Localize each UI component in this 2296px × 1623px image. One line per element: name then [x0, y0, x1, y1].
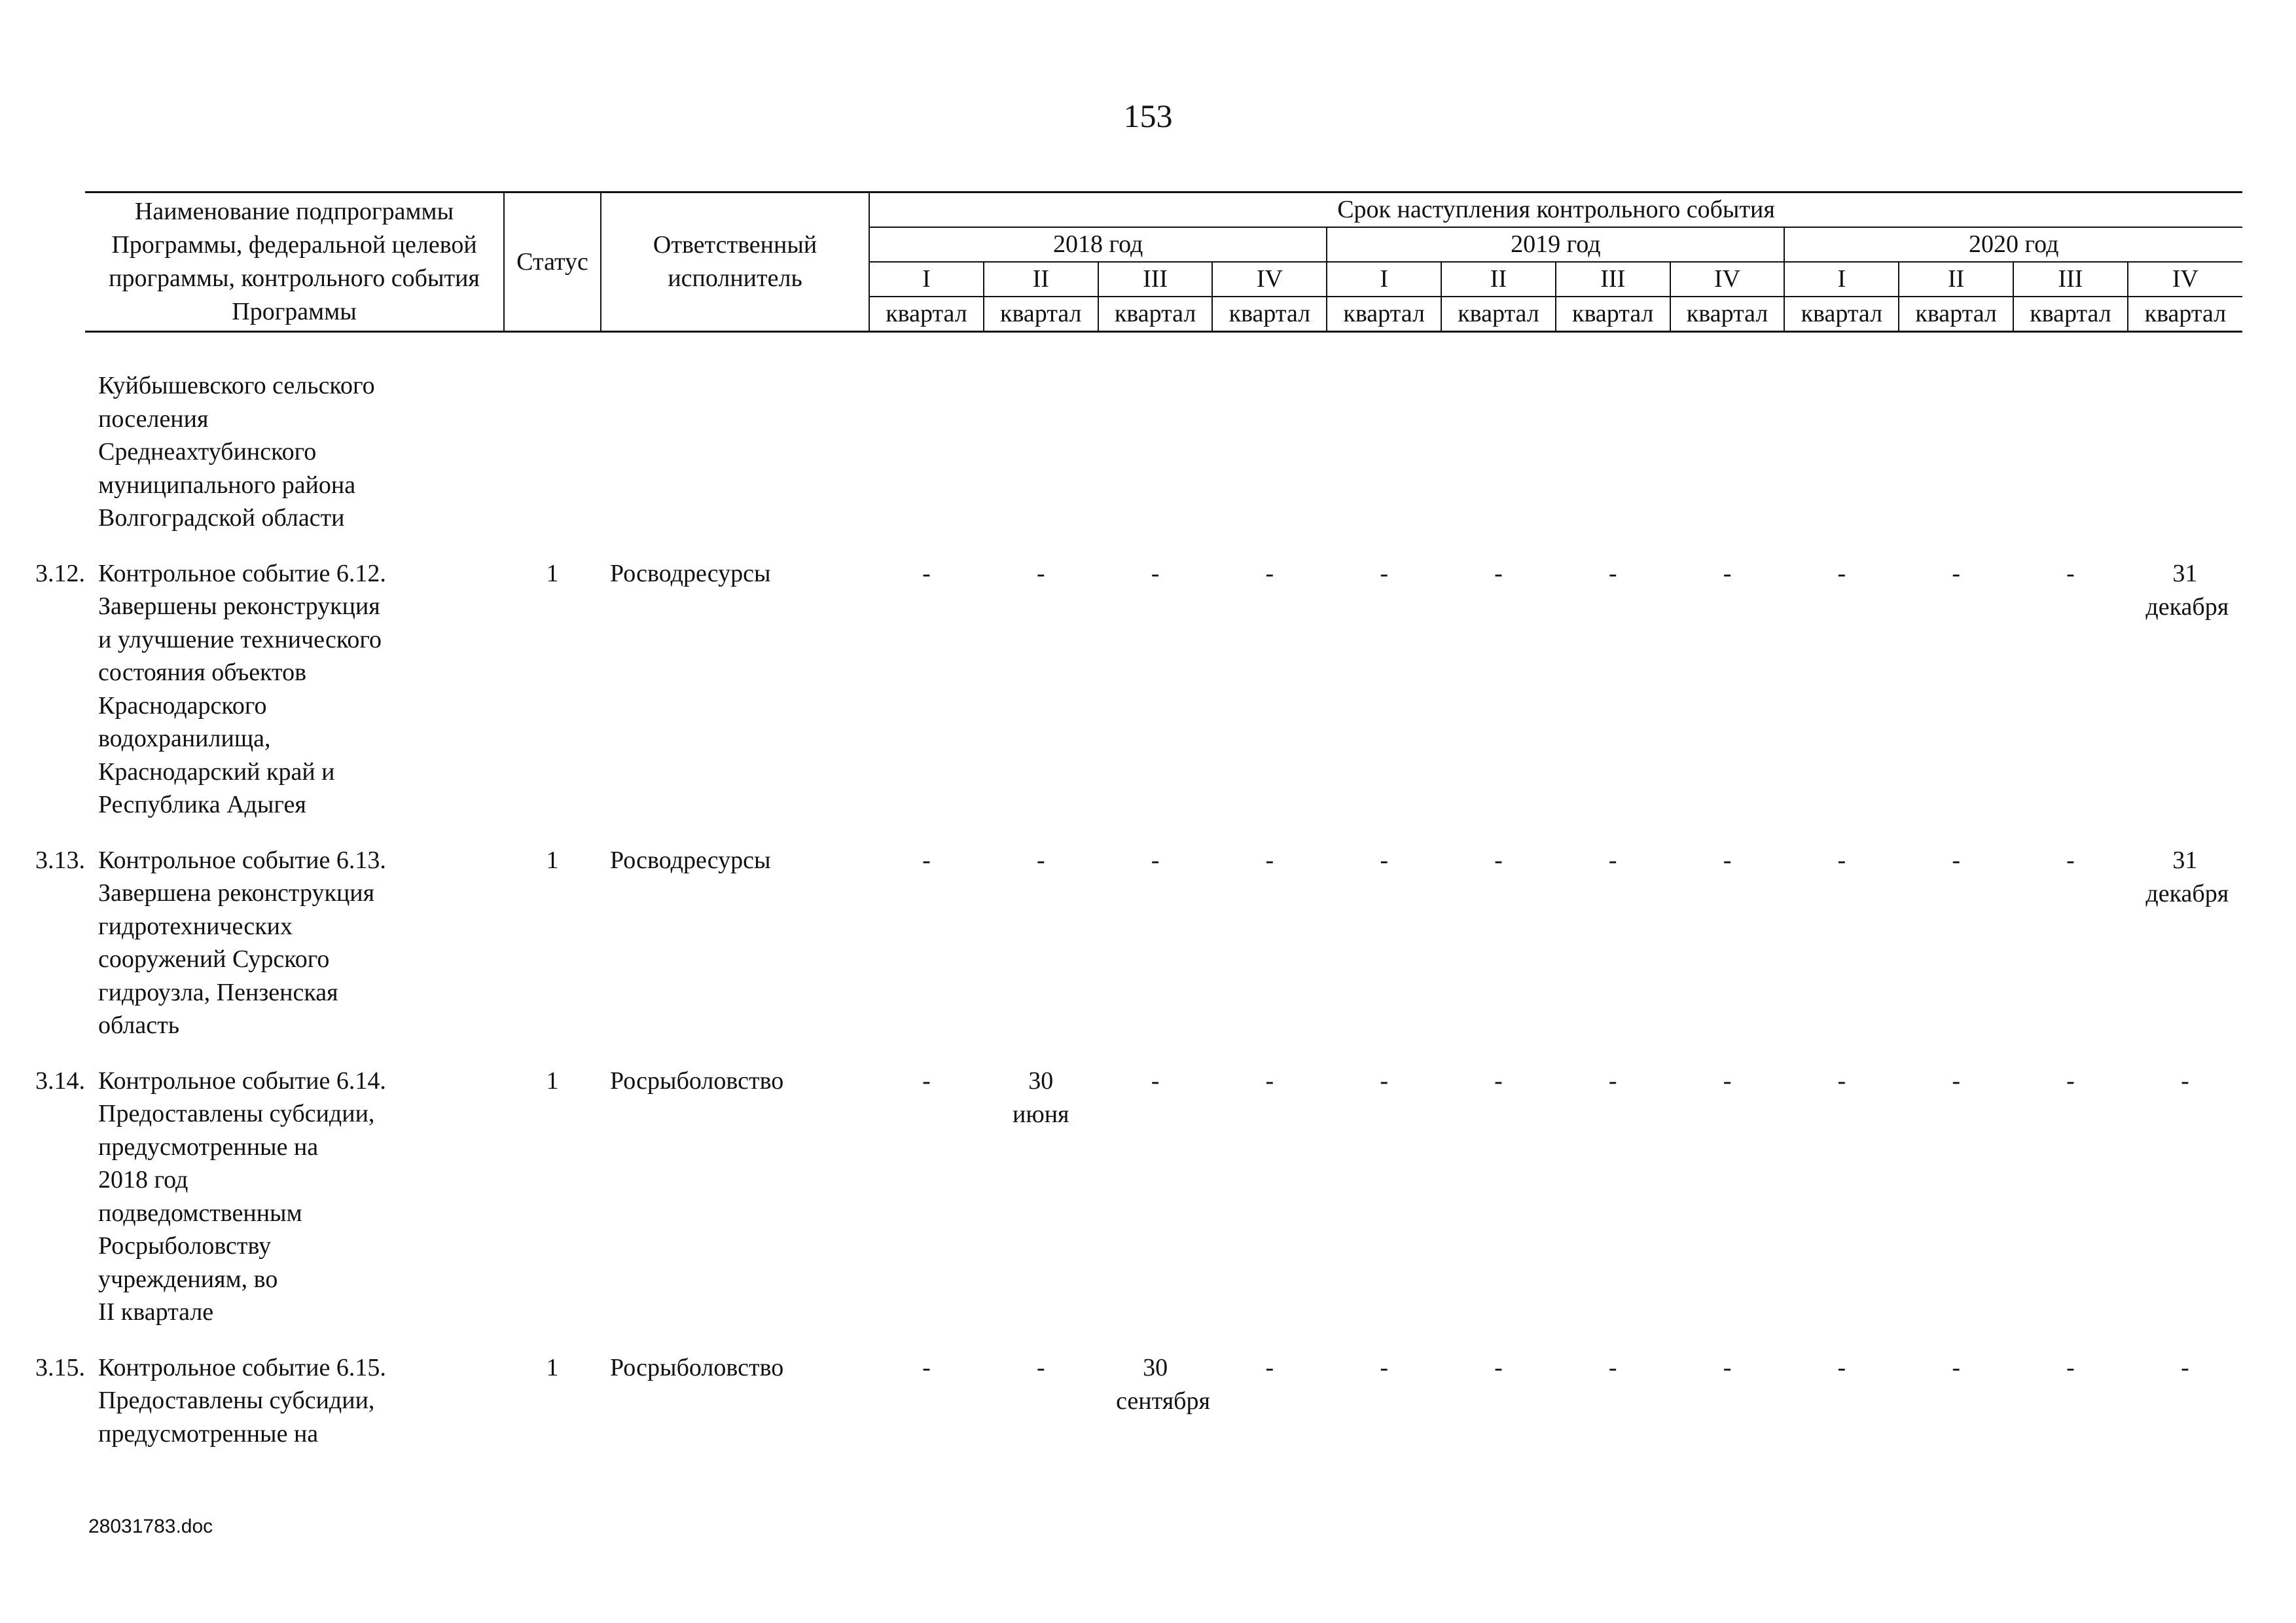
event-name-line: Завершена реконструкция: [98, 879, 375, 907]
event-name-line: Предоставлены субсидии,: [98, 1387, 375, 1414]
quarter-cell: -: [1837, 559, 1846, 587]
row-number: 3.15.: [35, 1353, 85, 1381]
quarter-cell: [1098, 1351, 1213, 1473]
event-name-line: Предоставлены субсидии,: [98, 1100, 375, 1127]
event-name-line: поселения: [98, 405, 209, 433]
event-name-line: предусмотренные на: [98, 1133, 319, 1161]
quarter-cell: -: [1380, 846, 1388, 874]
quarter-cell: -: [1608, 846, 1617, 874]
event-name-line: муниципального района: [98, 471, 356, 499]
status-cell: 1: [546, 559, 559, 587]
quarter-label-3: квартал: [1212, 297, 1327, 332]
quarter-cell: -: [2181, 1353, 2189, 1381]
quarter-cell: -: [2066, 559, 2075, 587]
event-name-line: и улучшение технического: [98, 625, 382, 653]
quarter-cell: -: [1494, 1353, 1503, 1381]
header-year-2020: 2020 год: [1784, 227, 2242, 262]
quarter-cell: -: [1036, 1353, 1045, 1381]
event-name-line: учреждениям, во: [98, 1265, 278, 1293]
executor-cell: Росрыболовство: [610, 1067, 784, 1095]
event-name-cell: [35, 844, 504, 1065]
event-name-line: Завершены реконструкция: [98, 593, 380, 620]
quarter-number-1: II: [984, 262, 1098, 297]
header-year-2019: 2019 год: [1327, 227, 1784, 262]
executor-cell: Росводресурсы: [610, 846, 771, 874]
quarter-cell: -: [2066, 1353, 2075, 1381]
table-row: [85, 369, 2242, 557]
event-name-line: сооружений Сурского: [98, 945, 330, 973]
quarter-cell: -: [1723, 559, 1732, 587]
quarter-cell: [2128, 844, 2242, 1065]
quarter-label-11: квартал: [2128, 297, 2242, 332]
table-row: [85, 557, 2242, 844]
quarter-cell: [1441, 369, 1556, 557]
quarter-number-9: II: [1899, 262, 2013, 297]
page-number: 153: [1123, 98, 1173, 134]
quarter-cell: [984, 1065, 1098, 1351]
deadline-text: 30 июня: [1012, 1067, 1069, 1128]
event-name-cell: [35, 1065, 504, 1351]
quarter-cell: -: [1265, 1067, 1274, 1095]
quarter-cell: -: [1151, 559, 1160, 587]
quarter-number-11: IV: [2128, 262, 2242, 297]
deadline-text: 30 сентября: [1116, 1353, 1210, 1415]
deadline-text: 31 декабря: [2145, 846, 2229, 907]
quarter-cell: -: [1608, 559, 1617, 587]
header-name-column: Наименование подпрограммы Программы, федеральной целевой программы, контрольного события Программы: [85, 192, 504, 332]
event-name-line: область: [98, 1012, 180, 1039]
quarter-cell: -: [2066, 846, 2075, 874]
event-name-line: Краснодарского: [98, 691, 267, 720]
row-number: [13, 369, 98, 535]
table-row: [85, 844, 2242, 1065]
quarter-cell: -: [1952, 846, 1960, 874]
quarter-cell: -: [922, 846, 931, 874]
quarter-cell: -: [1952, 1067, 1960, 1095]
quarter-cell: [1784, 369, 1899, 557]
quarter-label-0: квартал: [869, 297, 984, 332]
row-number: 3.13.: [35, 846, 85, 874]
quarter-cell: -: [1036, 559, 1045, 587]
quarter-cell: -: [1723, 1067, 1732, 1095]
executor-cell: Росводресурсы: [610, 559, 771, 587]
quarter-cell: -: [2066, 1067, 2075, 1095]
quarter-cell: -: [922, 1353, 931, 1381]
quarter-cell: -: [1952, 1353, 1960, 1381]
quarter-cell: [1899, 369, 2013, 557]
event-name-line: Краснодарский край и: [98, 757, 335, 786]
status-cell: 1: [546, 1067, 559, 1095]
executor-cell: Росрыболовство: [610, 1353, 784, 1381]
quarter-cell: [1670, 369, 1785, 557]
quarter-label-1: квартал: [984, 297, 1098, 332]
table-row: [85, 1351, 2242, 1473]
quarter-number-4: I: [1327, 262, 1441, 297]
event-name-line: водохранилища,: [98, 725, 271, 752]
quarter-cell: -: [1723, 1353, 1732, 1381]
event-name-line: Волгоградской области: [98, 504, 345, 532]
quarter-number-6: III: [1556, 262, 1670, 297]
event-name-line: подведомственным: [98, 1199, 302, 1227]
footer-doc-id: 28031783.doc: [88, 1516, 213, 1537]
quarter-cell: [2128, 557, 2242, 844]
header-status-column: Статус: [504, 192, 601, 332]
quarter-cell: [1327, 369, 1441, 557]
quarter-cell: -: [1837, 1353, 1846, 1381]
quarter-cell: -: [1952, 559, 1960, 587]
quarter-cell: [2013, 369, 2128, 557]
header-year-2018: 2018 год: [869, 227, 1327, 262]
quarter-cell: [2128, 369, 2242, 557]
quarter-number-5: II: [1441, 262, 1556, 297]
status-cell: [504, 369, 601, 557]
quarter-cell: -: [1837, 846, 1846, 874]
quarter-cell: -: [1494, 1067, 1503, 1095]
event-name-line: предусмотренные на: [98, 1419, 319, 1448]
quarter-label-10: квартал: [2013, 297, 2128, 332]
quarter-label-6: квартал: [1556, 297, 1670, 332]
header-deadline-column: Срок наступления контрольного события: [869, 192, 2242, 228]
row-number: 3.12.: [35, 559, 85, 587]
event-name-cell: [85, 369, 504, 557]
quarter-number-0: I: [869, 262, 984, 297]
quarter-cell: -: [1380, 559, 1388, 587]
quarter-cell: -: [1036, 846, 1045, 874]
event-name-line: Контрольное событие 6.13.: [98, 846, 386, 874]
event-name-line: Среднеахтубинского: [98, 438, 317, 465]
event-name-line: гидротехнических: [98, 912, 293, 940]
quarter-cell: -: [1380, 1067, 1388, 1095]
quarter-cell: [984, 369, 1098, 557]
quarter-cell: -: [1151, 1067, 1160, 1095]
quarter-label-9: квартал: [1899, 297, 2013, 332]
quarter-number-10: III: [2013, 262, 2128, 297]
quarter-label-5: квартал: [1441, 297, 1556, 332]
table-row: [85, 1065, 2242, 1351]
quarter-cell: -: [1837, 1067, 1846, 1095]
quarter-label-2: квартал: [1098, 297, 1213, 332]
quarter-number-7: IV: [1670, 262, 1785, 297]
deadline-text: 31 декабря: [2145, 559, 2229, 621]
event-name-line: гидроузла, Пензенская: [98, 978, 338, 1006]
status-cell: 1: [546, 1353, 559, 1381]
event-name-line: Куйбышевского сельского: [98, 372, 375, 399]
event-name-line: Росрыболовству: [98, 1232, 272, 1260]
quarter-cell: -: [1265, 1353, 1274, 1381]
quarter-cell: -: [1494, 559, 1503, 587]
event-name-line: II квартале: [98, 1298, 214, 1326]
quarter-number-3: IV: [1212, 262, 1327, 297]
quarter-label-8: квартал: [1784, 297, 1899, 332]
event-name-line: Контрольное событие 6.12.: [98, 559, 386, 587]
quarter-cell: -: [1151, 846, 1160, 874]
quarter-cell: -: [922, 1067, 931, 1095]
row-number: 3.14.: [35, 1067, 85, 1095]
quarter-cell: [1098, 369, 1213, 557]
quarter-cell: -: [1265, 846, 1274, 874]
quarter-label-7: квартал: [1670, 297, 1785, 332]
event-name-cell: [35, 1351, 504, 1473]
quarter-label-4: квартал: [1327, 297, 1441, 332]
quarter-cell: -: [922, 559, 931, 587]
table-body: [35, 332, 2242, 1473]
quarter-cell: -: [1380, 1353, 1388, 1381]
event-name-line: Республика Адыгея: [98, 791, 306, 818]
event-name-line: Контрольное событие 6.14.: [98, 1067, 386, 1095]
event-name-cell: [35, 557, 504, 844]
quarter-cell: -: [1723, 846, 1732, 874]
event-name-line: состояния объектов: [98, 659, 307, 686]
quarter-number-8: I: [1784, 262, 1899, 297]
control-events-table: [35, 191, 2242, 1472]
quarter-number-2: III: [1098, 262, 1213, 297]
quarter-cell: -: [2181, 1067, 2189, 1095]
quarter-cell: -: [1608, 1353, 1617, 1381]
event-name-line: Контрольное событие 6.15.: [98, 1353, 386, 1381]
quarter-cell: -: [1494, 846, 1503, 874]
status-cell: 1: [546, 846, 559, 874]
quarter-cell: -: [1608, 1067, 1617, 1095]
quarter-cell: [869, 369, 984, 557]
executor-cell: [601, 369, 869, 557]
event-name-line: 2018 год: [98, 1166, 188, 1194]
quarter-cell: -: [1265, 559, 1274, 587]
quarter-cell: [1212, 369, 1327, 557]
table-header: [85, 192, 2242, 332]
header-executor-column: Ответственный исполнитель: [601, 192, 869, 332]
quarter-cell: [1556, 369, 1670, 557]
